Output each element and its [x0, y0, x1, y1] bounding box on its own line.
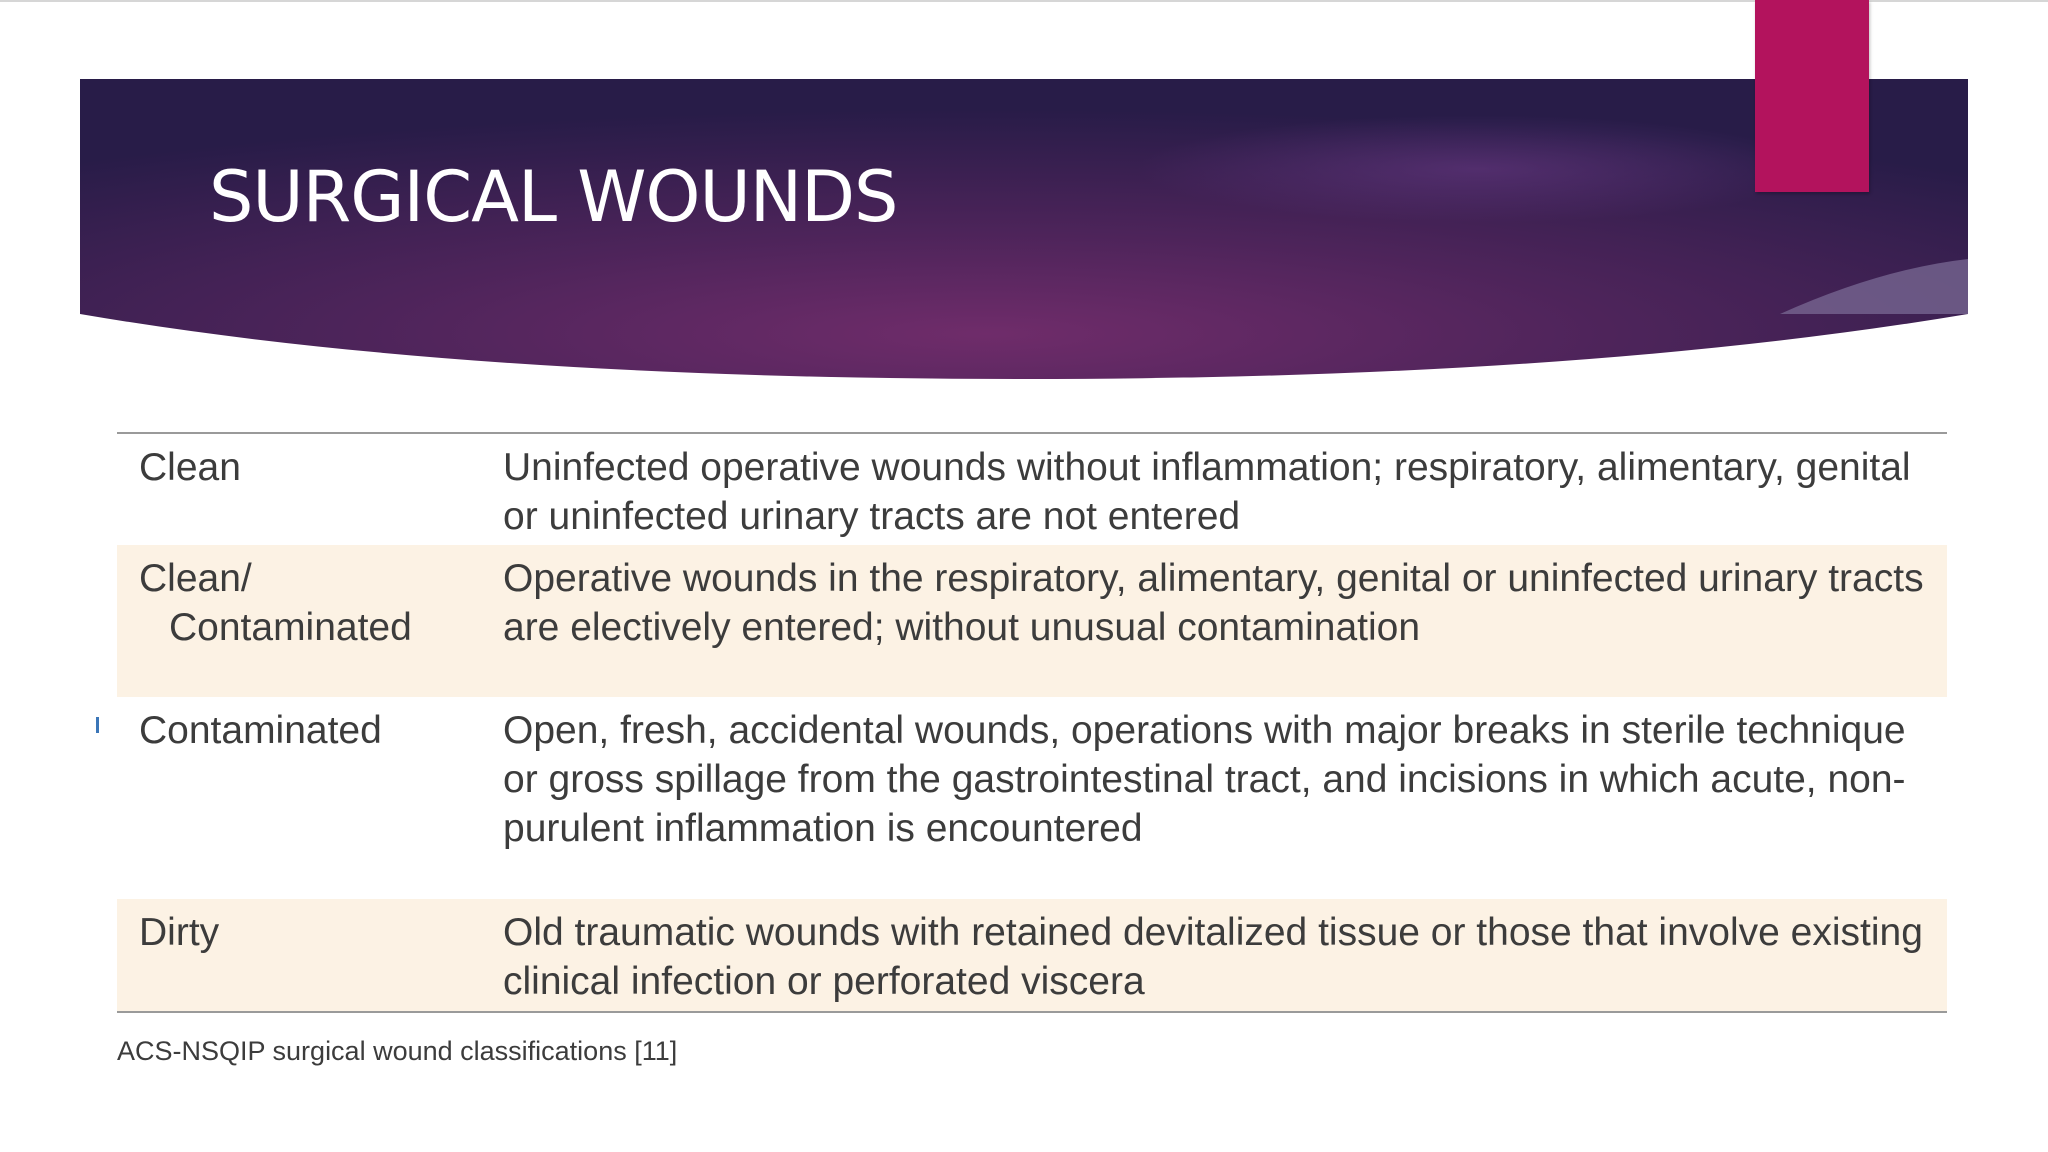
table-caption: ACS-NSQIP surgical wound classifications [11] — [117, 1036, 678, 1066]
table-row — [117, 899, 1947, 1011]
table-row — [117, 545, 1947, 697]
classification-cell — [117, 545, 503, 697]
classification-cell: Dirty — [139, 911, 220, 954]
description-cell: Open, fresh, accidental wounds, operations with major breaks in sterile technique or gross spillage from the gastrointestinal tract, and incisions in which acute, non-purulent inflammation is encountered — [503, 709, 1906, 850]
accent-tab — [1755, 0, 1869, 192]
description-cell: Uninfected operative wounds without inflammation; respiratory, alimentary, genital or uninfected urinary tracts are not entered — [503, 446, 1911, 538]
wound-classification-table — [117, 432, 1947, 1013]
classification-line: Clean/ — [139, 557, 252, 600]
classification-line: Contaminated — [169, 606, 412, 649]
slide-top-border — [0, 0, 2048, 2]
classification-cell: Clean — [139, 446, 241, 489]
slide-title: SURGICAL WOUNDS — [209, 156, 898, 238]
classification-cell: Contaminated — [139, 709, 382, 752]
table-row — [117, 434, 1947, 545]
description-cell: Operative wounds in the respiratory, alimentary, genital or uninfected urinary tracts are electively entered; without unusual contamination — [503, 557, 1924, 649]
description-cell: Old traumatic wounds with retained devitalized tissue or those that involve existing clinical infection or perforated viscera — [503, 911, 1923, 1003]
table-row — [117, 697, 1947, 899]
edge-marker — [96, 717, 99, 733]
